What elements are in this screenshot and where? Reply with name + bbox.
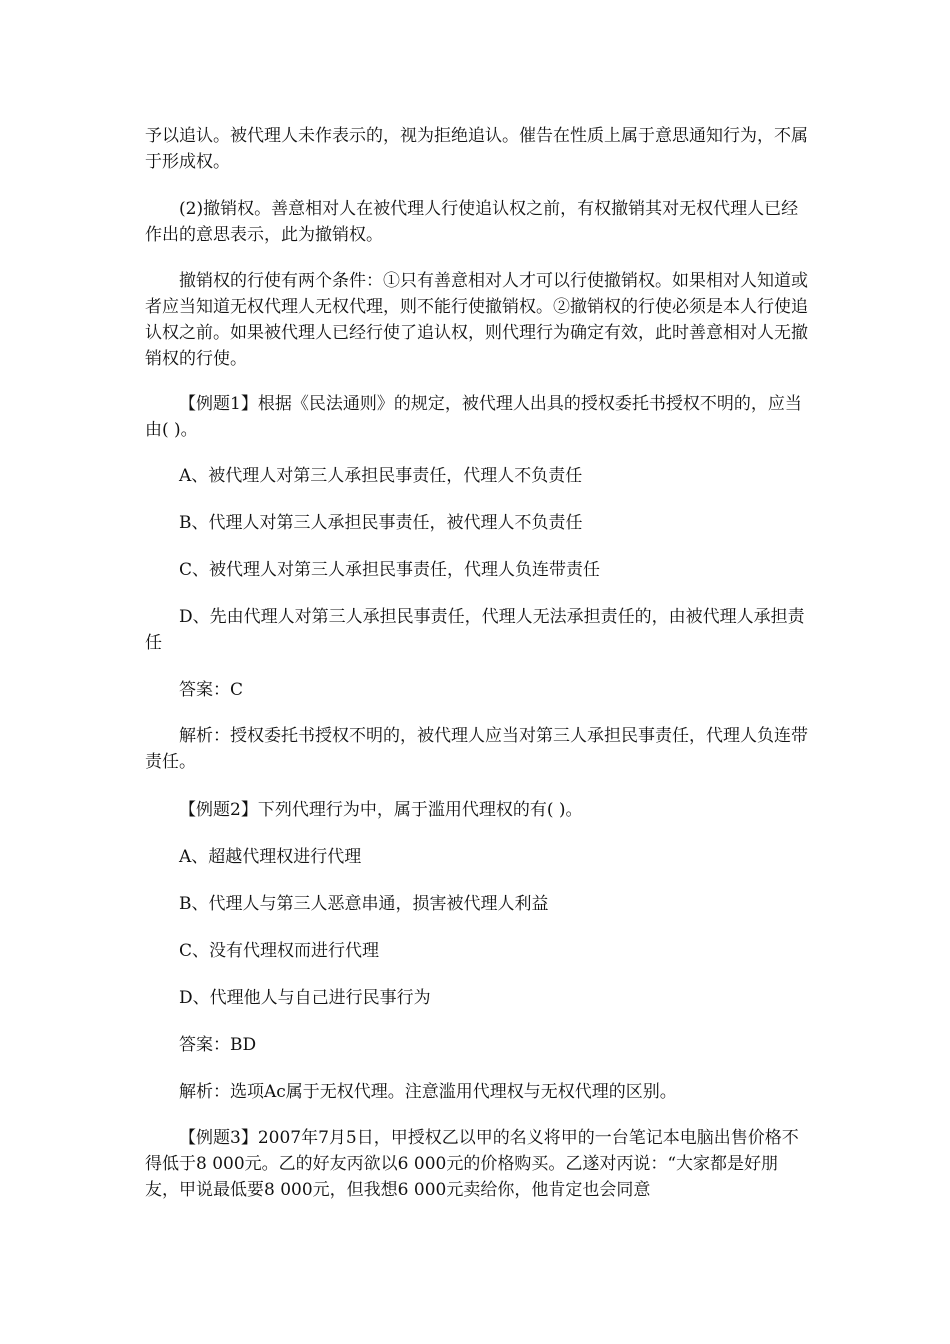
example-1-answer: 答案：C: [179, 680, 244, 700]
example-3-question: 【例题3】2007年7月5日，甲授权乙以甲的名义将甲的一台笔记本电脑出售价格不得低于8 000元。乙的好友丙欲以6 000元的价格购买。乙遂对丙说：“大家都是好朋友，甲说最低要8 000元，但我想6 000元卖给你，他肯定也会同意: [145, 1128, 799, 1200]
example-1-option-c: C、被代理人对第三人承担民事责任，代理人负连带责任: [179, 560, 601, 580]
example-2-question: 【例题2】下列代理行为中，属于滥用代理权的有( )。: [179, 800, 583, 820]
example-1-question: 【例题1】根据《民法通则》的规定，被代理人出具的授权委托书授权不明的，应当由( )。: [145, 394, 802, 440]
paragraph-revocation-conditions: 撤销权的行使有两个条件：①只有善意相对人才可以行使撤销权。如果相对人知道或者应当知道无权代理人无权代理，则不能行使撤销权。②撤销权的行使必须是本人行使追认权之前。如果被代理人已经行使了追认权，则代理行为确定有效，此时善意相对人无撤销权的行使。: [145, 271, 808, 369]
example-1-option-a: A、被代理人对第三人承担民事责任，代理人不负责任: [179, 466, 583, 486]
example-2-answer: 答案：BD: [179, 1035, 257, 1055]
paragraph-ratification-continued: 予以追认。被代理人未作表示的，视为拒绝追认。催告在性质上属于意思通知行为，不属于形成权。: [145, 126, 808, 172]
example-2-option-d: D、代理他人与自己进行民事行为: [179, 988, 431, 1008]
paragraph-revocation-right: (2)撤销权。善意相对人在被代理人行使追认权之前，有权撤销其对无权代理人已经作出的意思表示，此为撤销权。: [145, 199, 799, 245]
example-2-option-a: A、超越代理权进行代理: [179, 847, 362, 867]
example-1-option-b: B、代理人对第三人承担民事责任，被代理人不负责任: [179, 513, 583, 533]
example-1-analysis: 解析：授权委托书授权不明的，被代理人应当对第三人承担民事责任，代理人负连带责任。: [145, 726, 808, 772]
example-2-option-b: B、代理人与第三人恶意串通，损害被代理人利益: [179, 894, 549, 914]
example-1-option-d: D、先由代理人对第三人承担民事责任，代理人无法承担责任的，由被代理人承担责任: [145, 607, 805, 653]
example-2-analysis: 解析：选项Ac属于无权代理。注意滥用代理权与无权代理的区别。: [179, 1082, 677, 1102]
example-2-option-c: C、没有代理权而进行代理: [179, 941, 380, 961]
